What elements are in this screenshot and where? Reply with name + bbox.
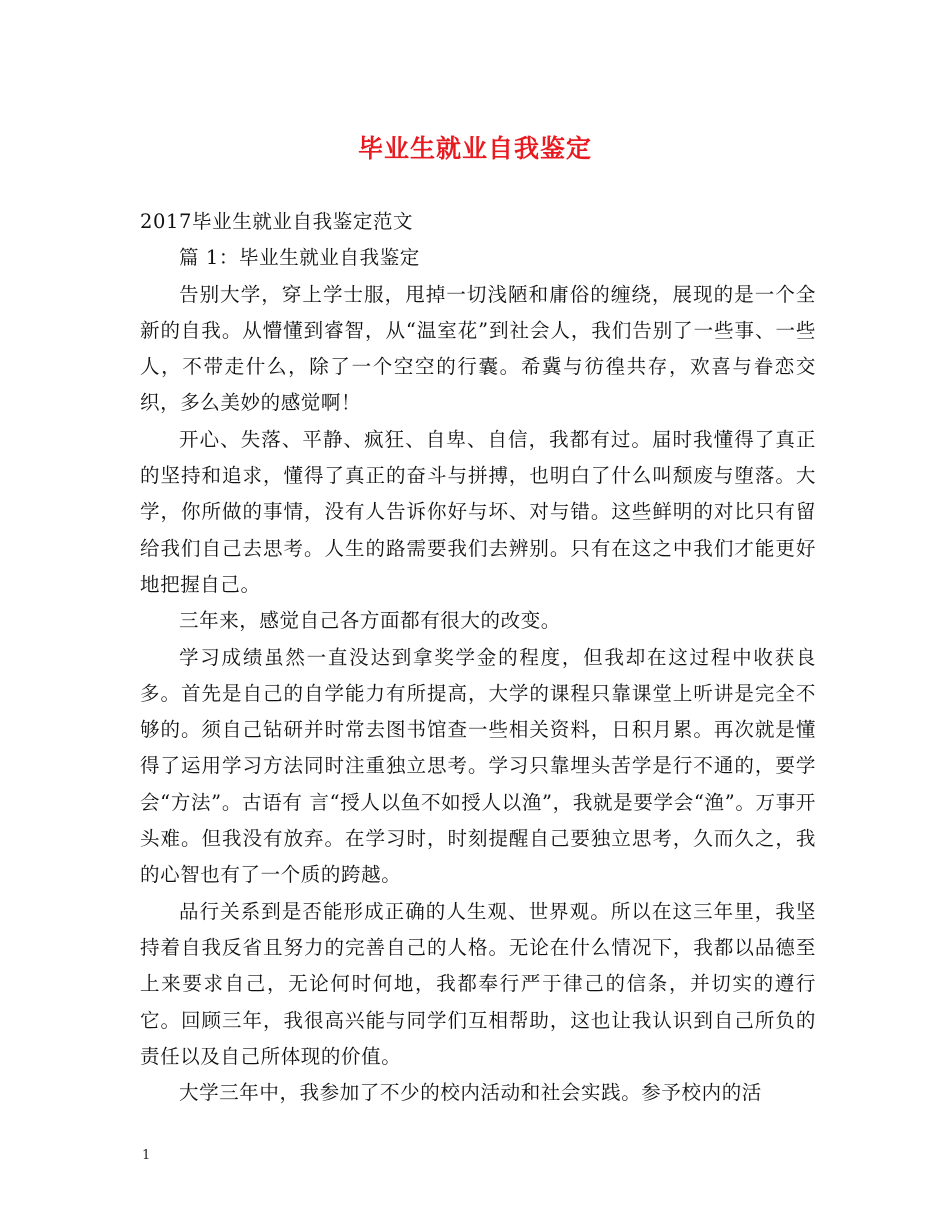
section-heading: 篇 1：毕业生就业自我鉴定 <box>179 246 420 270</box>
paragraph: 学习成绩虽然一直没达到拿奖学金的程度，但我却在这过程中收获良多。首先是自己的自学能力有所提高，大学的课程只靠课堂上听讲是完全不够的。须自己钻研并时常去图书馆查一些相关资料，日积月累。再次就是懂得了运用学习方法同时注重独立思考。学习只靠埋头苦学是行不通的，要学会“方法”。古语有 言“授人以鱼不如授人以渔”，我就是要学会“渔”。万事开头难。但我没有放弃。在学习时，时刻提醒自己要独立思考，久而久之，我的心智也有了一个质的跨越。 <box>140 645 816 887</box>
paragraph: 开心、失落、平静、疯狂、自卑、自信，我都有过。届时我懂得了真正的坚持和追求，懂得了真正的奋斗与拼搏，也明白了什么叫颓废与堕落。大学，你所做的事情，没有人告诉你好与坏、对与错。这些鲜明的对比只有留给我们自己去思考。人生的路需要我们去辨别。只有在这之中我们才能更好地把握自己。 <box>140 427 816 596</box>
paragraph: 品行关系到是否能形成正确的人生观、世界观。所以在这三年里，我坚持着自我反省且努力的完善自己的人格。无论在什么情况下，我都以品德至上来要求自己，无论何时何地，我都奉行严于律己的信条，并切实的遵行它。回顾三年，我很高兴能与同学们互相帮助，这也让我认识到自己所负的责任以及自己所体现的价值。 <box>140 899 816 1068</box>
document-title: 毕业生就业自我鉴定 <box>357 134 592 163</box>
paragraph: 告别大学，穿上学士服，甩掉一切浅陋和庸俗的缠绕，展现的是一个全新的自我。从懵懂到睿智，从“温室花”到社会人，我们告别了一些事、一些人，不带走什么，除了一个空空的行囊。希冀与彷徨共存，欢喜与眷恋交织，多么美妙的感觉啊！ <box>140 282 816 415</box>
document-body <box>140 204 816 1111</box>
paragraph: 三年来，感觉自己各方面都有很大的改变。 <box>179 609 561 633</box>
paragraph: 大学三年中，我参加了不少的校内活动和社会实践。参予校内的活 <box>179 1081 762 1105</box>
page-number: 1 <box>142 1148 151 1163</box>
document-subtitle: 2017毕业生就业自我鉴定范文 <box>140 210 414 233</box>
